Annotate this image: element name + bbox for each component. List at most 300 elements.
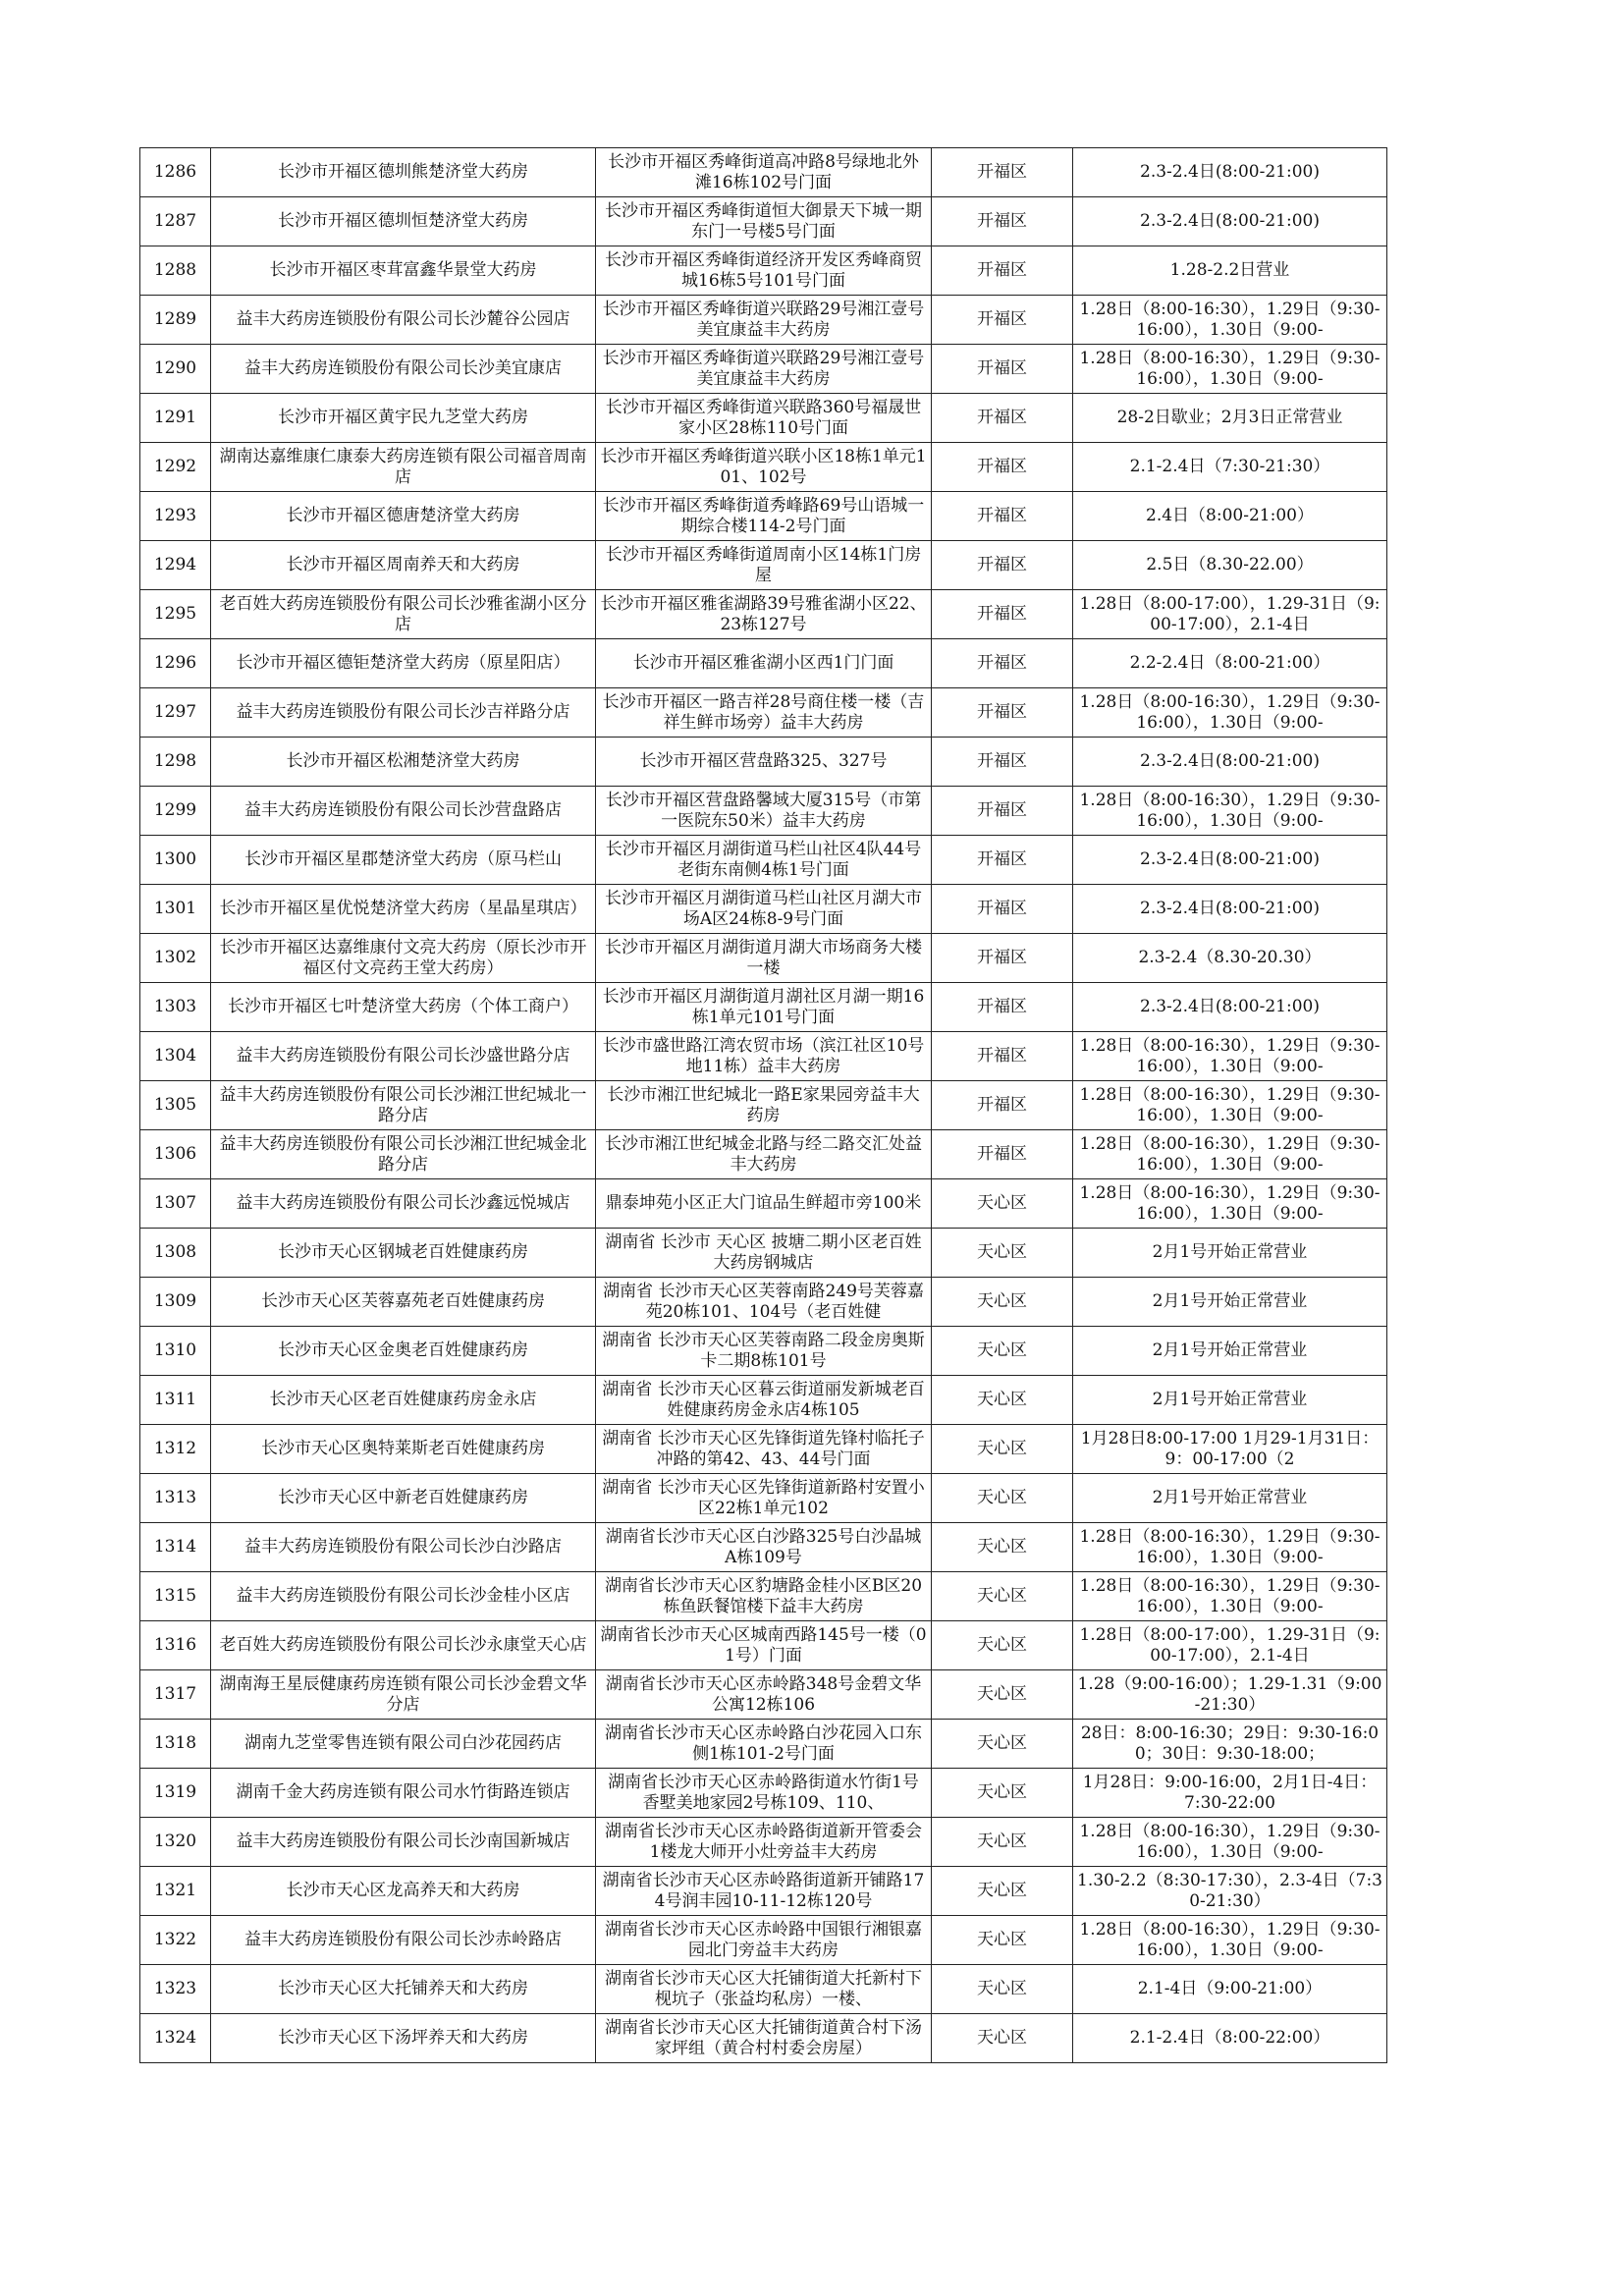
district-cell bbox=[932, 1867, 1073, 1916]
table-row bbox=[140, 787, 1387, 836]
district: 天心区 bbox=[977, 1291, 1027, 1311]
pharmacy-name: 长沙市天心区龙高养天和大药房 bbox=[286, 1881, 520, 1900]
table-row bbox=[140, 590, 1387, 639]
address: 湖南省 长沙市天心区暮云街道丽发新城老百姓健康药房金永店4栋105 bbox=[602, 1379, 925, 1420]
address-cell bbox=[596, 1130, 932, 1179]
pharmacy-name-cell bbox=[211, 1818, 596, 1867]
row-number-cell bbox=[140, 1081, 211, 1130]
pharmacy-name: 长沙市开福区德圳熊楚济堂大药房 bbox=[278, 162, 528, 182]
row-number-cell bbox=[140, 492, 211, 541]
address-cell bbox=[596, 1965, 932, 2014]
address: 长沙市开福区秀峰街道高冲路8号绿地北外滩16栋102号门面 bbox=[608, 151, 919, 192]
pharmacy-name-cell bbox=[211, 197, 596, 246]
pharmacy-name-cell bbox=[211, 1229, 596, 1278]
pharmacy-name-cell bbox=[211, 590, 596, 639]
address: 长沙市开福区秀峰街道秀峰路69号山语城一期综合楼114-2号门面 bbox=[602, 495, 925, 536]
address: 湖南省长沙市天心区赤岭路中国银行湘银嘉园北门旁益丰大药房 bbox=[605, 1919, 922, 1960]
opening-hours: 1.28日（8:00-16:30），1.29日（9:30-16:00），1.30日（9:00- bbox=[1079, 691, 1380, 733]
opening-hours-cell bbox=[1073, 738, 1387, 787]
address-cell bbox=[596, 541, 932, 590]
opening-hours: 2.5日（8.30-22.00） bbox=[1146, 555, 1314, 574]
opening-hours-cell bbox=[1073, 1179, 1387, 1229]
address-cell bbox=[596, 1621, 932, 1670]
district-cell bbox=[932, 934, 1073, 983]
address: 长沙市开福区营盘路馨域大厦315号（市第一医院东50米）益丰大药房 bbox=[605, 790, 922, 831]
district: 开福区 bbox=[977, 604, 1027, 624]
address: 长沙市开福区秀峰街道经济开发区秀峰商贸城16栋5号101号门面 bbox=[605, 249, 922, 291]
pharmacy-name: 益丰大药房连锁股份有限公司长沙麓谷公园店 bbox=[236, 309, 570, 329]
pharmacy-name: 湖南海王星辰健康药房连锁有限公司长沙金碧文华分店 bbox=[219, 1673, 587, 1715]
district-cell bbox=[932, 1425, 1073, 1474]
row-number: 1302 bbox=[153, 948, 197, 967]
opening-hours: 1月28日：9:00-16:00，2月1日-4日：7:30-22:00 bbox=[1082, 1772, 1378, 1813]
opening-hours: 1.28日（8:00-16:30），1.29日（9:30-16:00），1.30日（9:00- bbox=[1079, 1575, 1380, 1616]
address-cell bbox=[596, 1032, 932, 1081]
row-number: 1321 bbox=[153, 1881, 197, 1900]
address-cell bbox=[596, 885, 932, 934]
opening-hours-cell bbox=[1073, 688, 1387, 738]
row-number: 1288 bbox=[153, 260, 197, 280]
opening-hours: 2.1-2.4日（7:30-21:30） bbox=[1129, 457, 1330, 476]
table-row bbox=[140, 934, 1387, 983]
opening-hours: 2月1号开始正常营业 bbox=[1152, 1242, 1308, 1262]
row-number: 1292 bbox=[153, 457, 197, 476]
opening-hours: 1.28日（8:00-16:30），1.29日（9:30-16:00），1.30日（9:00- bbox=[1079, 299, 1380, 340]
row-number: 1296 bbox=[153, 653, 197, 673]
pharmacy-name: 益丰大药房连锁股份有限公司长沙盛世路分店 bbox=[236, 1046, 570, 1066]
table-row bbox=[140, 197, 1387, 246]
pharmacy-name-cell bbox=[211, 1474, 596, 1523]
table-row bbox=[140, 1130, 1387, 1179]
address-cell bbox=[596, 1081, 932, 1130]
district-cell bbox=[932, 1572, 1073, 1621]
opening-hours: 1.28日（8:00-16:30），1.29日（9:30-16:00），1.30日（9:00- bbox=[1079, 1035, 1380, 1076]
pharmacy-name: 长沙市天心区下汤坪养天和大药房 bbox=[278, 2028, 528, 2048]
opening-hours-cell bbox=[1073, 197, 1387, 246]
row-number: 1322 bbox=[153, 1930, 197, 1949]
district-cell bbox=[932, 443, 1073, 492]
table-row bbox=[140, 1720, 1387, 1769]
table-row bbox=[140, 1425, 1387, 1474]
table-row bbox=[140, 688, 1387, 738]
district-cell bbox=[932, 1916, 1073, 1965]
table-row bbox=[140, 1670, 1387, 1720]
address: 湖南省长沙市天心区赤岭路街道新开铺路174号润丰园10-11-12栋120号 bbox=[602, 1870, 925, 1911]
address-cell bbox=[596, 738, 932, 787]
district: 天心区 bbox=[977, 1831, 1027, 1851]
row-number-cell bbox=[140, 885, 211, 934]
district-cell bbox=[932, 1179, 1073, 1229]
table-row bbox=[140, 639, 1387, 688]
table-row bbox=[140, 443, 1387, 492]
pharmacy-name-cell bbox=[211, 1179, 596, 1229]
pharmacy-name-cell bbox=[211, 246, 596, 296]
row-number-cell bbox=[140, 1867, 211, 1916]
address-cell bbox=[596, 1229, 932, 1278]
row-number-cell bbox=[140, 1327, 211, 1376]
district-cell bbox=[932, 492, 1073, 541]
row-number: 1318 bbox=[153, 1733, 197, 1753]
district-cell bbox=[932, 1965, 1073, 2014]
row-number-cell bbox=[140, 787, 211, 836]
opening-hours: 1.28日（8:00-16:30），1.29日（9:30-16:00），1.30日（9:00- bbox=[1079, 1133, 1380, 1175]
district-cell bbox=[932, 787, 1073, 836]
district: 天心区 bbox=[977, 1488, 1027, 1507]
pharmacy-name: 长沙市天心区芙蓉嘉苑老百姓健康药房 bbox=[261, 1291, 545, 1311]
address-cell bbox=[596, 2014, 932, 2063]
district: 开福区 bbox=[977, 751, 1027, 771]
row-number-cell bbox=[140, 1965, 211, 2014]
pharmacy-name-cell bbox=[211, 639, 596, 688]
opening-hours-cell bbox=[1073, 1621, 1387, 1670]
opening-hours: 1.28日（8:00-16:30），1.29日（9:30-16:00），1.30日（9:00- bbox=[1079, 1526, 1380, 1567]
district: 天心区 bbox=[977, 1537, 1027, 1557]
address: 长沙市开福区月湖街道马栏山社区月湖大市场A区24栋8-9号门面 bbox=[605, 888, 922, 929]
opening-hours: 2.3-2.4日(8:00-21:00) bbox=[1140, 162, 1320, 182]
district: 开福区 bbox=[977, 1046, 1027, 1066]
district: 开福区 bbox=[977, 457, 1027, 476]
pharmacy-name: 长沙市开福区星郡楚济堂大药房（原马栏山 bbox=[244, 849, 562, 869]
row-number-cell bbox=[140, 1376, 211, 1425]
opening-hours: 1.28日（8:00-16:30），1.29日（9:30-16:00），1.30日（9:00- bbox=[1079, 790, 1380, 831]
address-cell bbox=[596, 443, 932, 492]
district: 天心区 bbox=[977, 1733, 1027, 1753]
address: 长沙市开福区秀峰街道兴联路29号湘江壹号美宜康益丰大药房 bbox=[602, 348, 925, 389]
row-number: 1309 bbox=[153, 1291, 197, 1311]
pharmacy-table bbox=[139, 147, 1387, 2063]
district-cell bbox=[932, 1769, 1073, 1818]
row-number-cell bbox=[140, 1523, 211, 1572]
opening-hours-cell bbox=[1073, 1916, 1387, 1965]
opening-hours-cell bbox=[1073, 1474, 1387, 1523]
table-row bbox=[140, 1965, 1387, 2014]
table-row bbox=[140, 1818, 1387, 1867]
opening-hours: 1.28日（8:00-16:30），1.29日（9:30-16:00），1.30日（9:00- bbox=[1079, 1182, 1380, 1224]
row-number: 1304 bbox=[153, 1046, 197, 1066]
district: 开福区 bbox=[977, 506, 1027, 525]
pharmacy-name-cell bbox=[211, 296, 596, 345]
row-number-cell bbox=[140, 541, 211, 590]
district: 天心区 bbox=[977, 1390, 1027, 1409]
pharmacy-name: 湖南千金大药房连锁有限公司水竹街路连锁店 bbox=[236, 1782, 570, 1802]
table-row bbox=[140, 1278, 1387, 1327]
opening-hours-cell bbox=[1073, 1032, 1387, 1081]
pharmacy-name-cell bbox=[211, 885, 596, 934]
pharmacy-name-cell bbox=[211, 1867, 596, 1916]
pharmacy-name: 益丰大药房连锁股份有限公司长沙湘江世纪城北一路分店 bbox=[219, 1084, 587, 1125]
address-cell bbox=[596, 1523, 932, 1572]
pharmacy-name: 益丰大药房连锁股份有限公司长沙赤岭路店 bbox=[244, 1930, 562, 1949]
district-cell bbox=[932, 197, 1073, 246]
row-number: 1310 bbox=[153, 1340, 197, 1360]
opening-hours: 1.28日（8:00-16:30），1.29日（9:30-16:00），1.30日（9:00- bbox=[1079, 348, 1380, 389]
table-row bbox=[140, 345, 1387, 394]
opening-hours-cell bbox=[1073, 1867, 1387, 1916]
pharmacy-name-cell bbox=[211, 1965, 596, 2014]
address-cell bbox=[596, 590, 932, 639]
opening-hours: 2.1-4日（9:00-21:00） bbox=[1137, 1979, 1323, 1998]
pharmacy-name: 长沙市天心区大托铺养天和大药房 bbox=[278, 1979, 528, 1998]
pharmacy-name: 益丰大药房连锁股份有限公司长沙鑫远悦城店 bbox=[236, 1193, 570, 1213]
pharmacy-name-cell bbox=[211, 836, 596, 885]
row-number-cell bbox=[140, 688, 211, 738]
address-cell bbox=[596, 148, 932, 197]
row-number-cell bbox=[140, 1032, 211, 1081]
pharmacy-name-cell bbox=[211, 1081, 596, 1130]
district-cell bbox=[932, 246, 1073, 296]
row-number: 1286 bbox=[153, 162, 197, 182]
opening-hours-cell bbox=[1073, 296, 1387, 345]
district-cell bbox=[932, 1081, 1073, 1130]
opening-hours-cell bbox=[1073, 1523, 1387, 1572]
district-cell bbox=[932, 836, 1073, 885]
opening-hours: 2.4日（8:00-21:00） bbox=[1146, 506, 1314, 525]
row-number: 1317 bbox=[153, 1684, 197, 1704]
district: 开福区 bbox=[977, 555, 1027, 574]
table-row bbox=[140, 1179, 1387, 1229]
pharmacy-name: 益丰大药房连锁股份有限公司长沙美宜康店 bbox=[244, 358, 562, 378]
district: 开福区 bbox=[977, 899, 1027, 918]
pharmacy-name-cell bbox=[211, 738, 596, 787]
address: 长沙市开福区月湖街道马栏山社区4队44号老街东南侧4栋1号门面 bbox=[605, 839, 922, 880]
opening-hours: 2月1号开始正常营业 bbox=[1152, 1340, 1308, 1360]
table-row bbox=[140, 738, 1387, 787]
row-number-cell bbox=[140, 639, 211, 688]
address: 湖南省 长沙市天心区先锋街道先锋村临托子冲路的第42、43、44号门面 bbox=[602, 1428, 925, 1469]
table-row bbox=[140, 148, 1387, 197]
table-row bbox=[140, 983, 1387, 1032]
opening-hours: 2.3-2.4日(8:00-21:00) bbox=[1140, 899, 1320, 918]
pharmacy-name-cell bbox=[211, 1130, 596, 1179]
address: 湖南省 长沙市天心区芙蓉南路249号芙蓉嘉苑20栋101、104号（老百姓健 bbox=[603, 1281, 924, 1322]
district-cell bbox=[932, 1327, 1073, 1376]
district: 开福区 bbox=[977, 358, 1027, 378]
address-cell bbox=[596, 1376, 932, 1425]
pharmacy-name: 益丰大药房连锁股份有限公司长沙白沙路店 bbox=[244, 1537, 562, 1557]
opening-hours: 2.3-2.4（8.30-20.30） bbox=[1138, 948, 1322, 967]
table-row bbox=[140, 836, 1387, 885]
row-number: 1297 bbox=[153, 702, 197, 722]
opening-hours: 28日：8:00-16:30；29日：9:30-16:00；30日：9:30-18:00； bbox=[1080, 1722, 1380, 1764]
address: 湖南省 长沙市天心区先锋街道新路村安置小区22栋1单元102 bbox=[602, 1477, 925, 1518]
pharmacy-name: 长沙市开福区星优悦楚济堂大药房（星晶星琪店） bbox=[219, 899, 587, 918]
row-number: 1299 bbox=[153, 800, 197, 820]
row-number-cell bbox=[140, 443, 211, 492]
row-number-cell bbox=[140, 1425, 211, 1474]
opening-hours-cell bbox=[1073, 246, 1387, 296]
district: 开福区 bbox=[977, 309, 1027, 329]
pharmacy-name: 长沙市开福区松湘楚济堂大药房 bbox=[286, 751, 520, 771]
pharmacy-name-cell bbox=[211, 443, 596, 492]
opening-hours: 1.28-2.2日营业 bbox=[1169, 260, 1290, 280]
opening-hours: 2.3-2.4日(8:00-21:00) bbox=[1140, 751, 1320, 771]
pharmacy-name: 长沙市开福区达嘉维康付文亮大药房（原长沙市开福区付文亮药王堂大药房） bbox=[219, 937, 587, 978]
district: 开福区 bbox=[977, 948, 1027, 967]
address: 湖南省长沙市天心区赤岭路白沙花园入口东侧1栋101-2号门面 bbox=[605, 1722, 922, 1764]
row-number-cell bbox=[140, 197, 211, 246]
opening-hours-cell bbox=[1073, 1720, 1387, 1769]
row-number-cell bbox=[140, 836, 211, 885]
table-row bbox=[140, 1327, 1387, 1376]
pharmacy-name-cell bbox=[211, 1769, 596, 1818]
opening-hours-cell bbox=[1073, 148, 1387, 197]
pharmacy-name-cell bbox=[211, 1327, 596, 1376]
district-cell bbox=[932, 688, 1073, 738]
row-number-cell bbox=[140, 1130, 211, 1179]
opening-hours-cell bbox=[1073, 1376, 1387, 1425]
district: 天心区 bbox=[977, 1930, 1027, 1949]
district-cell bbox=[932, 2014, 1073, 2063]
opening-hours: 2月1号开始正常营业 bbox=[1152, 1390, 1308, 1409]
row-number: 1294 bbox=[153, 555, 197, 574]
district: 开福区 bbox=[977, 408, 1027, 427]
district: 天心区 bbox=[977, 1242, 1027, 1262]
district: 开福区 bbox=[977, 1095, 1027, 1115]
pharmacy-name: 长沙市开福区德唐楚济堂大药房 bbox=[286, 506, 520, 525]
table-row bbox=[140, 1523, 1387, 1572]
table-row bbox=[140, 394, 1387, 443]
pharmacy-name-cell bbox=[211, 541, 596, 590]
row-number: 1291 bbox=[153, 408, 197, 427]
opening-hours-cell bbox=[1073, 639, 1387, 688]
address: 长沙市湘江世纪城金北路与经二路交汇处益丰大药房 bbox=[605, 1133, 922, 1175]
pharmacy-name-cell bbox=[211, 1670, 596, 1720]
opening-hours-cell bbox=[1073, 394, 1387, 443]
opening-hours: 2.3-2.4日(8:00-21:00) bbox=[1140, 211, 1320, 231]
row-number: 1300 bbox=[153, 849, 197, 869]
address-cell bbox=[596, 1327, 932, 1376]
row-number: 1301 bbox=[153, 899, 197, 918]
row-number-cell bbox=[140, 2014, 211, 2063]
address-cell bbox=[596, 394, 932, 443]
opening-hours-cell bbox=[1073, 934, 1387, 983]
table-row bbox=[140, 246, 1387, 296]
pharmacy-name-cell bbox=[211, 1621, 596, 1670]
district-cell bbox=[932, 296, 1073, 345]
pharmacy-name: 益丰大药房连锁股份有限公司长沙南国新城店 bbox=[236, 1831, 570, 1851]
opening-hours-cell bbox=[1073, 590, 1387, 639]
row-number: 1319 bbox=[153, 1782, 197, 1802]
opening-hours: 2.2-2.4日（8:00-21:00） bbox=[1129, 653, 1330, 673]
row-number-cell bbox=[140, 1670, 211, 1720]
row-number-cell bbox=[140, 1229, 211, 1278]
district-cell bbox=[932, 738, 1073, 787]
address-cell bbox=[596, 197, 932, 246]
district-cell bbox=[932, 1621, 1073, 1670]
row-number-cell bbox=[140, 1474, 211, 1523]
row-number-cell bbox=[140, 1572, 211, 1621]
opening-hours-cell bbox=[1073, 1081, 1387, 1130]
table-row bbox=[140, 541, 1387, 590]
address: 长沙市开福区月湖街道月湖大市场商务大楼一楼 bbox=[605, 937, 922, 978]
opening-hours-cell bbox=[1073, 1965, 1387, 2014]
pharmacy-name-cell bbox=[211, 1278, 596, 1327]
row-number-cell bbox=[140, 934, 211, 983]
table-row bbox=[140, 1867, 1387, 1916]
address: 鼎泰坤苑小区正大门谊品生鲜超市旁100米 bbox=[605, 1193, 922, 1213]
row-number-cell bbox=[140, 148, 211, 197]
opening-hours-cell bbox=[1073, 1327, 1387, 1376]
table-row bbox=[140, 1621, 1387, 1670]
row-number-cell bbox=[140, 1179, 211, 1229]
pharmacy-name: 老百姓大药房连锁股份有限公司长沙永康堂天心店 bbox=[219, 1635, 587, 1655]
table-row bbox=[140, 1916, 1387, 1965]
district-cell bbox=[932, 1670, 1073, 1720]
district-cell bbox=[932, 394, 1073, 443]
district-cell bbox=[932, 885, 1073, 934]
district-cell bbox=[932, 590, 1073, 639]
pharmacy-name: 长沙市开福区黄宇民九芝堂大药房 bbox=[278, 408, 528, 427]
row-number-cell bbox=[140, 1818, 211, 1867]
address: 湖南省长沙市天心区赤岭路348号金碧文华公寓12栋106 bbox=[605, 1673, 922, 1715]
district: 天心区 bbox=[977, 2028, 1027, 2048]
address-cell bbox=[596, 246, 932, 296]
address: 长沙市开福区雅雀湖小区西1门门面 bbox=[632, 653, 894, 673]
opening-hours-cell bbox=[1073, 443, 1387, 492]
row-number: 1308 bbox=[153, 1242, 197, 1262]
district: 天心区 bbox=[977, 1635, 1027, 1655]
row-number: 1303 bbox=[153, 997, 197, 1016]
district: 天心区 bbox=[977, 1586, 1027, 1606]
address-cell bbox=[596, 1818, 932, 1867]
row-number: 1316 bbox=[153, 1635, 197, 1655]
pharmacy-name: 长沙市天心区老百姓健康药房金永店 bbox=[269, 1390, 537, 1409]
address: 湖南省长沙市天心区白沙路325号白沙晶城A栋109号 bbox=[605, 1526, 922, 1567]
opening-hours-cell bbox=[1073, 1769, 1387, 1818]
address-cell bbox=[596, 492, 932, 541]
address-cell bbox=[596, 1916, 932, 1965]
pharmacy-name: 长沙市天心区奥特莱斯老百姓健康药房 bbox=[261, 1439, 545, 1458]
table-row bbox=[140, 1474, 1387, 1523]
pharmacy-name-cell bbox=[211, 345, 596, 394]
address-cell bbox=[596, 1769, 932, 1818]
row-number: 1287 bbox=[153, 211, 197, 231]
pharmacy-name: 老百姓大药房连锁股份有限公司长沙雅雀湖小区分店 bbox=[219, 593, 587, 634]
pharmacy-name-cell bbox=[211, 787, 596, 836]
address: 湖南省 长沙市天心区芙蓉南路二段金房奥斯卡二期8栋101号 bbox=[602, 1330, 925, 1371]
row-number: 1293 bbox=[153, 506, 197, 525]
row-number-cell bbox=[140, 394, 211, 443]
table-row bbox=[140, 885, 1387, 934]
address-cell bbox=[596, 1474, 932, 1523]
opening-hours: 1.28日（8:00-17:00），1.29-31日（9:00-17:00），2.1-4日 bbox=[1079, 1624, 1380, 1666]
district: 天心区 bbox=[977, 1340, 1027, 1360]
district-cell bbox=[932, 345, 1073, 394]
row-number: 1295 bbox=[153, 604, 197, 624]
opening-hours: 1.28日（8:00-16:30），1.29日（9:30-16:00），1.30日（9:00- bbox=[1079, 1919, 1380, 1960]
pharmacy-name: 益丰大药房连锁股份有限公司长沙湘江世纪城金北路分店 bbox=[219, 1133, 587, 1175]
row-number: 1305 bbox=[153, 1095, 197, 1115]
address: 长沙市开福区雅雀湖路39号雅雀湖小区22、23栋127号 bbox=[600, 593, 927, 634]
district: 开福区 bbox=[977, 997, 1027, 1016]
row-number: 1298 bbox=[153, 751, 197, 771]
row-number: 1307 bbox=[153, 1193, 197, 1213]
opening-hours-cell bbox=[1073, 1818, 1387, 1867]
opening-hours: 2.3-2.4日(8:00-21:00) bbox=[1140, 997, 1320, 1016]
opening-hours: 28-2日歇业；2月3日正常营业 bbox=[1116, 408, 1343, 427]
district: 开福区 bbox=[977, 653, 1027, 673]
row-number: 1290 bbox=[153, 358, 197, 378]
opening-hours-cell bbox=[1073, 1425, 1387, 1474]
pharmacy-name: 长沙市天心区中新老百姓健康药房 bbox=[278, 1488, 528, 1507]
district: 开福区 bbox=[977, 211, 1027, 231]
row-number-cell bbox=[140, 590, 211, 639]
pharmacy-name-cell bbox=[211, 983, 596, 1032]
row-number-cell bbox=[140, 1916, 211, 1965]
address: 长沙市开福区秀峰街道周南小区14栋1门房屋 bbox=[605, 544, 922, 585]
address-cell bbox=[596, 639, 932, 688]
address: 湖南省长沙市天心区城南西路145号一楼（01号）门面 bbox=[600, 1624, 927, 1666]
